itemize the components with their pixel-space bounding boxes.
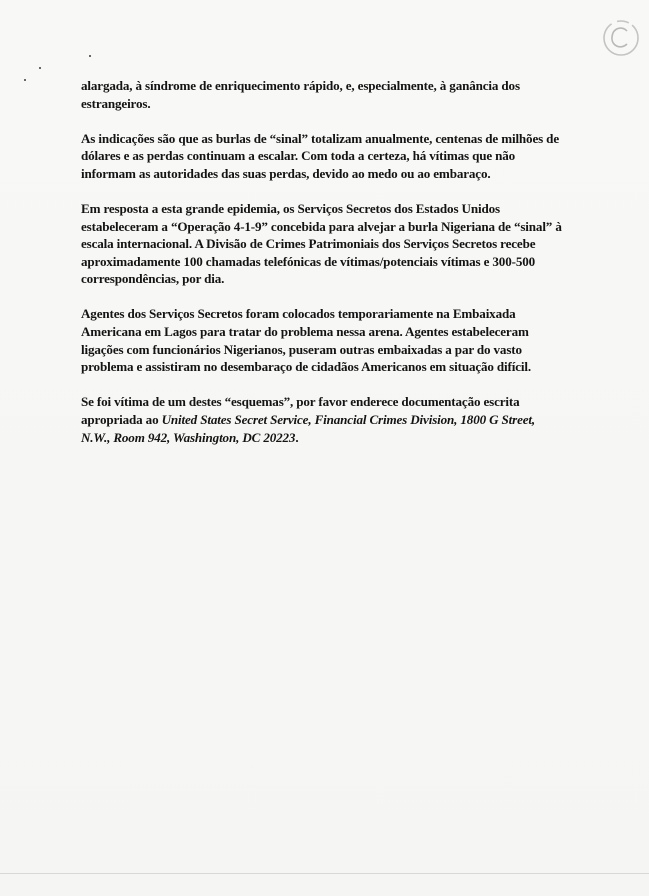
- address-text: United States Secret Service, Financial Crimes Division, 1800 G Street,: [161, 411, 536, 427]
- text-line: Em resposta a esta grande epidemia, os Serviços Secretos dos Estados Unidos: [81, 200, 500, 216]
- text-line: aproximadamente 100 chamadas telefónicas de vítimas/potenciais vítimas e 300-500: [81, 253, 536, 269]
- paragraph: [81, 77, 571, 112]
- text-line: Se foi vítima de um destes “esquemas”, por favor enderece documentação escrita: [81, 394, 520, 410]
- text-line: ligações com funcionários Nigerianos, puseram outras embaixadas a par do vasto: [81, 341, 522, 357]
- text-line: estrangeiros.: [81, 95, 151, 111]
- text-line: correspondências, por dia.: [81, 271, 225, 287]
- text-line: informam as autoridades das suas perdas, devido ao medo ou ao embaraço.: [81, 165, 491, 181]
- scan-bottom-edge: [0, 873, 649, 874]
- text-line: estabeleceram a “Operação 4-1-9” concebida para alvejar a burla Nigeriana de “sinal” à: [81, 218, 562, 234]
- text-fragment: apropriada ao: [81, 411, 162, 427]
- text-line: [81, 429, 571, 447]
- paragraph-address: [81, 393, 571, 446]
- paragraph: [81, 130, 571, 183]
- text-line: dólares e as perdas continuam a escalar. Com toda a certeza, há vítimas que não: [81, 148, 516, 164]
- scan-speck: [89, 55, 91, 57]
- paragraph: [81, 200, 571, 288]
- text-line: escala internacional. A Divisão de Crimes Patrimoniais dos Serviços Secretos recebe: [81, 236, 536, 252]
- scan-speck: [39, 67, 41, 69]
- text-line: alargada, à síndrome de enriquecimento rápido, e, especialmente, à ganância dos: [81, 78, 520, 93]
- text-line: Agentes dos Serviços Secretos foram colocados temporariamente na Embaixada: [81, 306, 516, 322]
- address-text: N.W., Room 942, Washington, DC 20223: [81, 429, 296, 445]
- text-fragment: .: [295, 429, 299, 445]
- scan-speck: [24, 79, 26, 81]
- copyright-circle-mark: [599, 16, 643, 60]
- paragraph: [81, 305, 571, 375]
- document-body: [81, 77, 571, 464]
- text-line: [81, 411, 571, 429]
- text-line: problema e assistiram no desembaraço de cidadãos Americanos em situação difícil.: [81, 359, 532, 375]
- text-line: As indicações são que as burlas de “sinal” totalizam anualmente, centenas de milhões de: [81, 130, 559, 146]
- text-line: Americana em Lagos para tratar do problema nessa arena. Agentes estabeleceram: [81, 324, 529, 340]
